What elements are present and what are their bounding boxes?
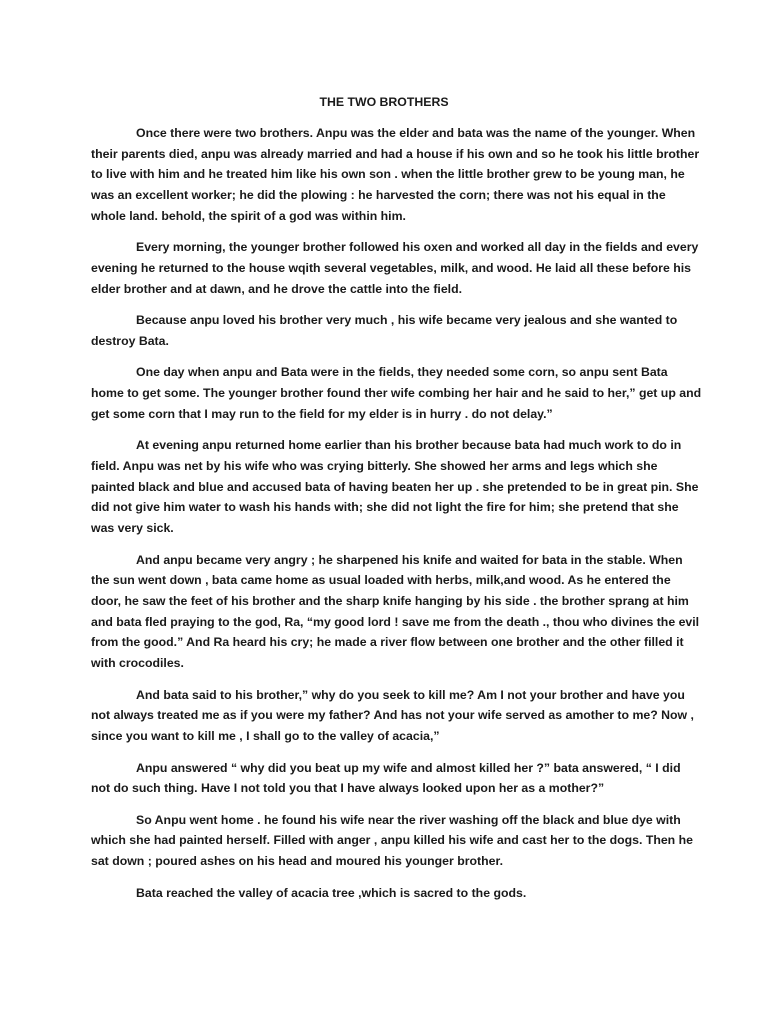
paragraph: And bata said to his brother,” why do you seek to kill me? Am I not your brother and have you not always treated me as if you were my father? And has not your wife served as amother to me? Now , since you want to kill me , I shall go to the valley of acacia,” bbox=[91, 687, 694, 744]
paragraph: At evening anpu returned home earlier than his brother because bata had much work to do in field. Anpu was net by his wife who was crying bitterly. She showed her arms and legs which she painted black and blue and accused bata of having beaten her up . she pretended to be in great pin. She did not give him water to wash his hands with; she did not light the fire for him; she pretend that she was very sick. bbox=[91, 438, 699, 536]
paragraph: Every morning, the younger brother followed his oxen and worked all day in the fields and every evening he returned to the house wqith several vegetables, milk, and wood. He laid all these before his elder brother and at dawn, and he drove the cattle into the field. bbox=[91, 240, 699, 296]
paragraph: Because anpu loved his brother very much , his wife became very jealous and she wanted to destroy Bata. bbox=[91, 313, 678, 348]
paragraph: Once there were two brothers. Anpu was the elder and bata was the name of the younger. When their parents died, anpu was already married and had a house if his own and so he took his little brother to live with him and he treated him like his own son . when the little brother grew to be young man, he was an excellent worker; he did the plowing : he harvested the corn; there was not his equal in the whole land. behold, the spirit of a god was within him. bbox=[91, 126, 700, 223]
paragraph: One day when anpu and Bata were in the fields, they needed some corn, so anpu sent Bata home to get some. The younger brother found ther wife combing her hair and he said to her,” get up and get some corn that I may run to the field for my elder is in hurry . do not delay.” bbox=[91, 365, 702, 421]
document-body bbox=[91, 123, 703, 914]
paragraph: Anpu answered “ why did you beat up my wife and almost killed her ?” bata answered, “ I did not do such thing. Have I not told you that I have always looked upon her as a mother?” bbox=[91, 760, 681, 796]
paragraph: And anpu became very angry ; he sharpened his knife and waited for bata in the stable. When the sun went down , bata came home as usual loaded with herbs, milk,and wood. As he entered the door, he saw the feet of his brother and the sharp knife hanging by his side . the brother sprang at him and bata fled praying to the god, Ra, “my good lord ! save me from the death ., thou who divines the evil from the good.” And Ra heard his cry; he made a river flow between one brother and the other filled it with crocodiles. bbox=[91, 552, 700, 671]
paragraph: Bata reached the valley of acacia tree ,which is sacred to the gods. bbox=[136, 885, 527, 900]
document-title: THE TWO BROTHERS bbox=[319, 95, 449, 109]
paragraph: So Anpu went home . he found his wife near the river washing off the black and blue dye with which she had painted herself. Filled with anger , anpu killed his wife and cast her to the dogs. Then he sat down ; poured ashes on his head and moured his younger brother. bbox=[91, 812, 693, 869]
